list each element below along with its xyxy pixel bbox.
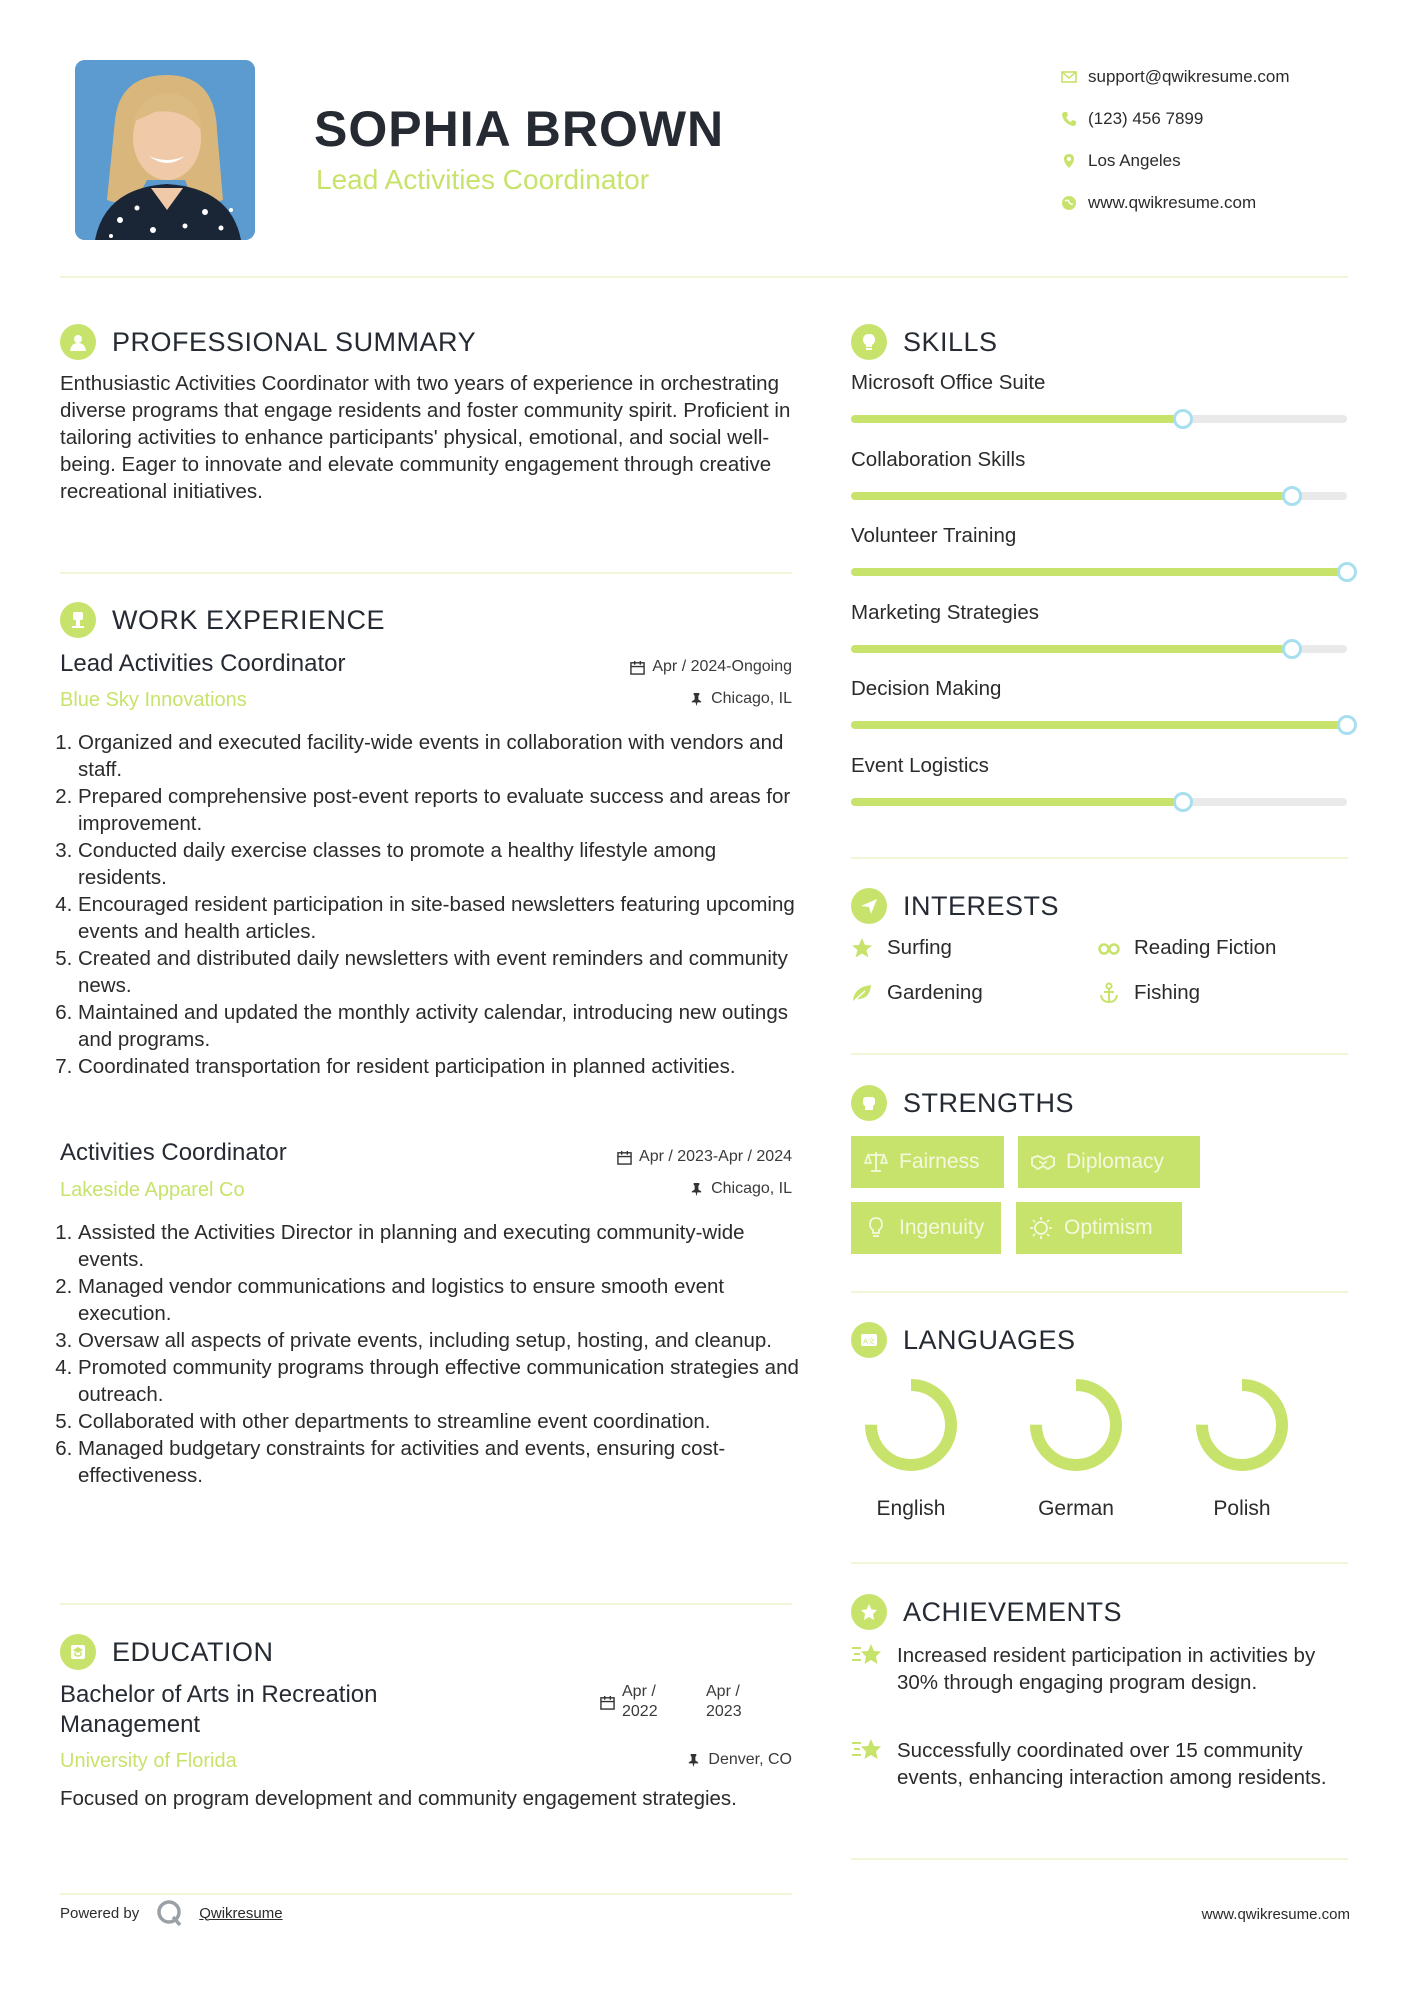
footer-powered-by [60,1898,283,1928]
dates-text: Apr / 2023-Apr / 2024 [639,1148,792,1165]
skill-label: Decision Making [851,677,1002,700]
degree-title: Bachelor of Arts in Recreation Management [60,1681,378,1738]
strength-chip [1018,1136,1200,1188]
experience-divider [60,1603,792,1605]
email-text: support@qwikresume.com [1088,67,1290,86]
interest-label: Gardening [887,981,983,1004]
strengths-title: STRENGTHS [903,1087,1075,1118]
location-text: Chicago, IL [711,1180,792,1197]
language-item [1011,1370,1141,1521]
job-duties-list [60,1219,800,1489]
languages-title: LANGUAGES [903,1324,1076,1355]
skill-bar-fill [851,415,1183,423]
list-item: 4. Promoted community programs through effective communication strategies and outreach. [78,1354,800,1408]
list-item: 7. Coordinated transportation for resident participation in planned activities. [78,1053,800,1080]
list-item: 6. Managed budgetary constraints for activities and events, ensuring cost-effectiveness. [78,1435,800,1489]
list-item: 2. Prepared comprehensive post-event reports to evaluate success and areas for improvement. [78,783,800,837]
achievements-divider [851,1858,1348,1860]
footer-website[interactable]: www.qwikresume.com [1201,1906,1350,1923]
job-company: Blue Sky Innovations [60,689,247,711]
skill-item [851,677,1347,729]
list-item: 1. Organized and executed facility-wide events in collaboration with vendors and staff. [78,729,800,783]
website-text: www.qwikresume.com [1088,193,1257,212]
lightbulb-icon [863,1215,889,1241]
portrait-image [75,60,255,240]
skill-bar [851,721,1347,729]
qwikresume-link[interactable]: Qwikresume [199,1904,283,1922]
strength-label: Fairness [899,1150,980,1173]
skill-label: Microsoft Office Suite [851,371,1046,394]
language-label: English [876,1497,946,1520]
languages-divider [851,1562,1348,1564]
skill-bar-fill [851,721,1347,729]
strength-label: Optimism [1064,1216,1153,1239]
skill-bar [851,568,1347,576]
shooting-star-icon [851,1735,885,1765]
achievements-title: ACHIEVEMENTS [903,1596,1123,1627]
footer-divider [60,1893,792,1895]
education-title: EDUCATION [112,1636,274,1667]
skill-item [851,754,1347,806]
strength-label: Diplomacy [1066,1150,1165,1173]
language-level-ring [856,1370,966,1480]
language-level-arc [1202,1385,1282,1465]
interest-label: Fishing [1134,981,1201,1004]
list-item: 3. Conducted daily exercise classes to promote a healthy lifestyle among residents. [78,837,800,891]
skill-item [851,524,1347,576]
summary-text: Enthusiastic Activities Coordinator with two years of experience in orchestrating diverse programs that engage residents and foster community spirit. Proficient in tailoring activities to enhance participants' physical, emotional, and social well-being. Eager to innovate and elevate community engagement through creative recreational initiatives. [60,372,791,503]
language-level-ring [1187,1370,1297,1480]
job-duties-list [60,729,800,1080]
experience-heading [60,602,385,638]
location-text: Los Angeles [1088,151,1181,170]
interest-item [851,936,952,960]
sun-icon [1028,1215,1054,1241]
skill-level-knob [1337,715,1357,735]
calendar-icon [617,1150,632,1165]
language-level-ring [1021,1370,1131,1480]
contact-website[interactable] [1050,182,1370,224]
education-dates [600,1682,760,1722]
job-dates [500,1148,792,1166]
education-heading [60,1634,274,1670]
language-icon [851,1322,887,1358]
skill-item [851,448,1347,500]
envelope-icon [1050,69,1088,85]
interests-title: INTERESTS [903,890,1060,921]
glasses-icon [1098,937,1120,959]
skill-bar-fill [851,568,1347,576]
skills-title: SKILLS [903,326,998,357]
interests-divider [851,1053,1348,1055]
strengths-divider [851,1291,1348,1293]
powered-by-text: Powered by [60,1904,140,1922]
calendar-icon [600,1695,615,1710]
svg-text:A文: A文 [863,1337,875,1346]
phone-text: (123) 456 7899 [1088,109,1204,128]
skills-heading [851,324,998,360]
interest-item [1098,981,1200,1005]
interests-heading [851,888,1059,924]
list-item: 3. Oversaw all aspects of private events, including setup, hosting, and cleanup. [78,1327,800,1354]
paper-plane-icon [851,888,887,924]
skills-divider [851,857,1348,859]
interest-item [851,981,983,1005]
interest-label: Surfing [887,936,952,959]
summary-divider [60,572,792,574]
balance-scale-icon [863,1149,889,1175]
list-item: 4. Encouraged resident participation in site-based newsletters featuring upcoming events and health articles. [78,891,800,945]
header-divider [60,276,1348,278]
job-location [500,690,792,708]
graduation-icon [60,1634,96,1670]
strength-chip [851,1202,1001,1254]
language-item [846,1370,976,1521]
contact-email[interactable] [1050,56,1370,98]
interest-label: Reading Fiction [1134,936,1277,959]
summary-heading [60,324,476,360]
candidate-name: SOPHIA BROWN [314,101,725,157]
dates-text: Apr / 2024-Ongoing [652,658,792,675]
skill-bar [851,798,1347,806]
languages-heading [851,1322,1076,1358]
briefcase-icon [60,602,96,638]
achievement-text: Successfully coordinated over 15 community events, enhancing interaction among residents. [897,1739,1327,1789]
location-text: Chicago, IL [711,690,792,707]
job-title: Activities Coordinator [60,1139,287,1166]
skill-level-knob [1173,409,1193,429]
language-label: German [1038,1497,1114,1520]
date-start: Apr / 2022 [622,1683,658,1720]
school-name: University of Florida [60,1750,237,1772]
language-item [1177,1370,1307,1521]
skill-level-knob [1173,792,1193,812]
skill-item [851,601,1347,653]
achievement-item [851,1737,1351,1791]
leaf-icon [851,982,873,1004]
qwikresume-logo-icon [155,1898,185,1928]
user-icon [60,324,96,360]
handshake-icon [1030,1149,1056,1175]
experience-title: WORK EXPERIENCE [112,604,386,635]
skill-label: Collaboration Skills [851,447,1026,471]
list-item: 5. Collaborated with other departments to streamline event coordination. [78,1408,800,1435]
candidate-role: Lead Activities Coordinator [316,164,650,195]
contact-phone[interactable] [1050,98,1370,140]
globe-icon [1050,195,1088,211]
skill-label: Event Logistics [851,753,989,777]
language-level-arc [871,1385,951,1465]
shooting-star-icon [851,1640,885,1670]
strengths-heading [851,1085,1074,1121]
job-company: Lakeside Apparel Co [60,1179,245,1201]
job-dates [500,658,792,676]
strength-chip [1016,1202,1182,1254]
summary-title: PROFESSIONAL SUMMARY [112,326,477,357]
achievement-item [851,1642,1351,1696]
language-label: Polish [1213,1497,1271,1520]
language-level-arc [1036,1385,1116,1465]
lightbulb-icon [851,324,887,360]
skill-bar [851,645,1347,653]
strength-chip [851,1136,1004,1188]
achievement-text: Increased resident participation in activities by 30% through engaging program design. [897,1644,1316,1694]
strength-label: Ingenuity [899,1216,985,1239]
date-end: Apr / 2023 [706,1683,742,1720]
job-title: Lead Activities Coordinator [60,650,346,677]
skill-bar-fill [851,798,1183,806]
anchor-icon [1098,982,1120,1004]
list-item: 5. Created and distributed daily newsletters with event reminders and community news. [78,945,800,999]
contact-location [1050,140,1370,182]
skill-level-knob [1282,486,1302,506]
skill-bar [851,492,1347,500]
pin-icon [689,692,704,707]
trophy-icon [851,1594,887,1630]
list-item: 6. Maintained and updated the monthly activity calendar, introducing new outings and programs. [78,999,800,1053]
calendar-icon [630,660,645,675]
job-location [500,1180,792,1198]
list-item: 2. Managed vendor communications and logistics to ensure smooth event execution. [78,1273,800,1327]
list-item: 1. Assisted the Activities Director in planning and executing community-wide events. [78,1219,800,1273]
skill-bar [851,415,1347,423]
skill-item [851,371,1347,423]
skill-label: Marketing Strategies [851,600,1040,624]
map-pin-icon [1050,153,1088,169]
skill-bar-fill [851,492,1292,500]
fist-icon [851,1085,887,1121]
location-text: Denver, CO [708,1751,792,1768]
skill-level-knob [1282,639,1302,659]
contact-block [1050,56,1370,224]
skill-label: Volunteer Training [851,524,1017,547]
interest-item [1098,936,1276,960]
achievements-heading [851,1594,1122,1630]
pin-icon [689,1182,704,1197]
star-icon [851,937,873,959]
profile-photo [75,60,255,240]
education-text: Focused on program development and community engagement strategies. [60,1787,737,1810]
skill-level-knob [1337,562,1357,582]
skill-bar-fill [851,645,1292,653]
pin-icon [686,1753,701,1768]
phone-icon [1050,111,1088,127]
education-location [500,1751,792,1769]
